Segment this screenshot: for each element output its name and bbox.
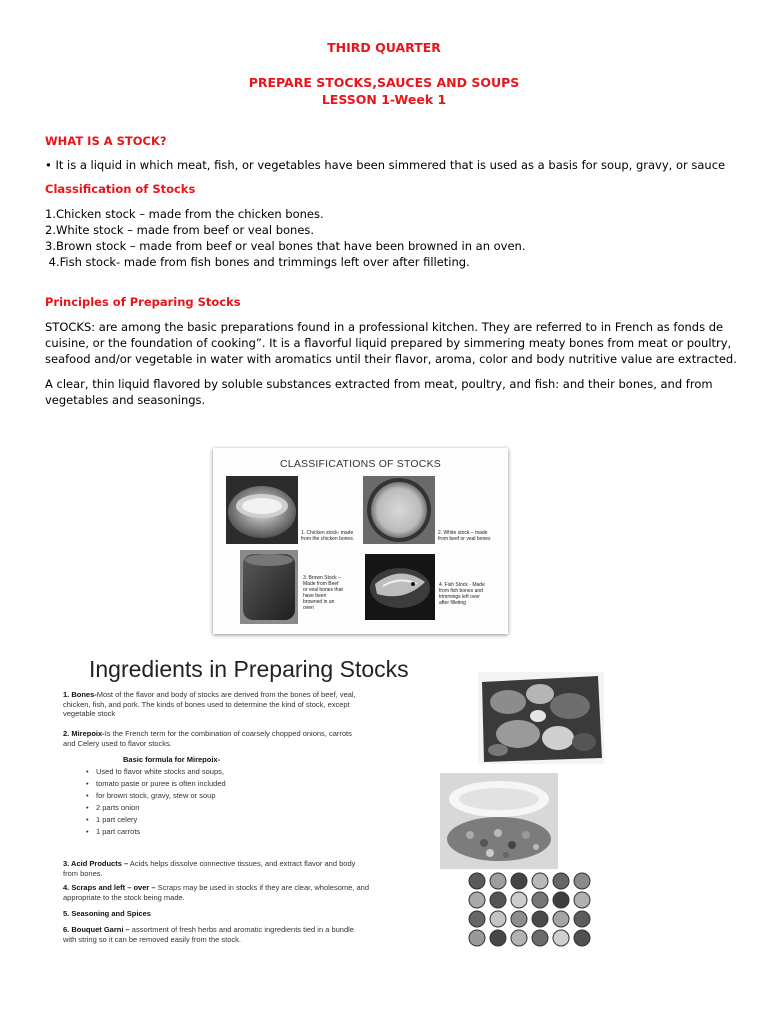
quarter-title: THIRD QUARTER [327,40,441,55]
fish-stock-caption: 4. Fish Stock - Made from fish bones and trimmings left over after filleting [439,582,485,606]
list-item: • 2 parts onion [86,803,140,812]
fish-stock-photo [365,554,435,620]
mirepoix-photo [440,773,558,869]
list-item: 4.Fish stock- made from fish bones and trimmings left over after filleting. [45,255,470,269]
mirepoix-formula-list [86,766,226,838]
classification-heading: Classification of Stocks [45,182,196,196]
principles-heading: Principles of Preparing Stocks [45,295,241,309]
figure-title: CLASSIFICATIONS OF STOCKS [280,458,441,470]
topic-title: PREPARE STOCKS,SAUCES AND SOUPS [248,75,520,90]
principles-paragraph-1: STOCKS: are among the basic preparations found in a professional kitchen. They are referred to in French as fonds de cuisine, or the foundation of cooking”. It is a flavorful liquid prepared by simmering meaty bones from meat or poultry, seafood and/or vegetable in water with aromatics until their flavor, aroma, color and body nutritive value are extracted. [45,320,737,366]
mirepoix-item: 2. Mirepoix-Is the French term for the combination of coarsely chopped onions, carrots and Celery used to flavor stocks. [63,729,352,748]
classification-list [45,206,735,270]
bones-item: 1. Bones-Most of the flavor and body of stocks are derived from the bones of beef, veal, chicken, fish, and pork. The kinds of bones used to determine the kind of stock, except vegetable stock [63,690,356,718]
list-item: • tomato paste or puree is often included [86,779,226,788]
what-is-heading: WHAT IS A STOCK? [45,134,167,148]
white-stock-photo [363,476,435,544]
list-item: • 1 part celery [86,815,138,824]
seasoning-item: 5. Seasoning and Spices [63,909,151,918]
chicken-stock-caption: 1. Chicken stock- made from the chicken bones. [301,530,355,542]
stock-definition: • It is a liquid in which meat, fish, or vegetables have been simmered that is used as a basis for soup, gravy, or sauce [45,158,726,172]
brown-stock-caption: 3. Brown Stock – Made from Beef or veal bones that have been browned in an oven [303,575,343,611]
brown-stock-photo [240,550,298,624]
list-item: 1.Chicken stock – made from the chicken bones. [45,207,324,221]
mirepoix-formula-heading: Basic formula for Mirepoix- [123,755,221,764]
ingredients-figure [56,652,616,952]
list-item: 3.Brown stock – made from beef or veal bones that have been browned in an oven. [45,239,526,253]
white-stock-caption: 2. White stock – made from beef or veal bones [438,530,491,542]
list-item: • for brown stock, gravy, stew or soup [86,791,216,800]
list-item: • Used to flavor white stocks and soups, [86,767,224,776]
list-item: 2.White stock – made from beef or veal bones. [45,223,315,237]
bouquet-garni-item: 6. Bouquet Garni – assortment of fresh herbs and aromatic ingredients tied in a bundle with string so it can be removed easily from the stock. [63,925,354,944]
principles-paragraph-2: A clear, thin liquid flavored by soluble substances extracted from meat, poultry, and fish: and their bones, and from vegetables and seasonings. [45,377,713,407]
lesson-title: LESSON 1-Week 1 [321,92,447,107]
spices-photo [466,872,592,948]
chicken-stock-photo [226,476,298,544]
acid-products-item: 3. Acid Products – Acids helps dissolve connective tissues, and extract flavor and body from bones. [63,859,356,878]
list-item: • 1 part carrots [86,827,141,836]
scraps-item: 4. Scraps and left – over – Scraps may be used in stocks if they are clear, wholesome, and appropriate to the stock being made. [63,883,369,902]
ingredients-title: Ingredients in Preparing Stocks [89,656,409,682]
bones-photo [478,672,604,764]
classifications-figure [213,448,508,634]
